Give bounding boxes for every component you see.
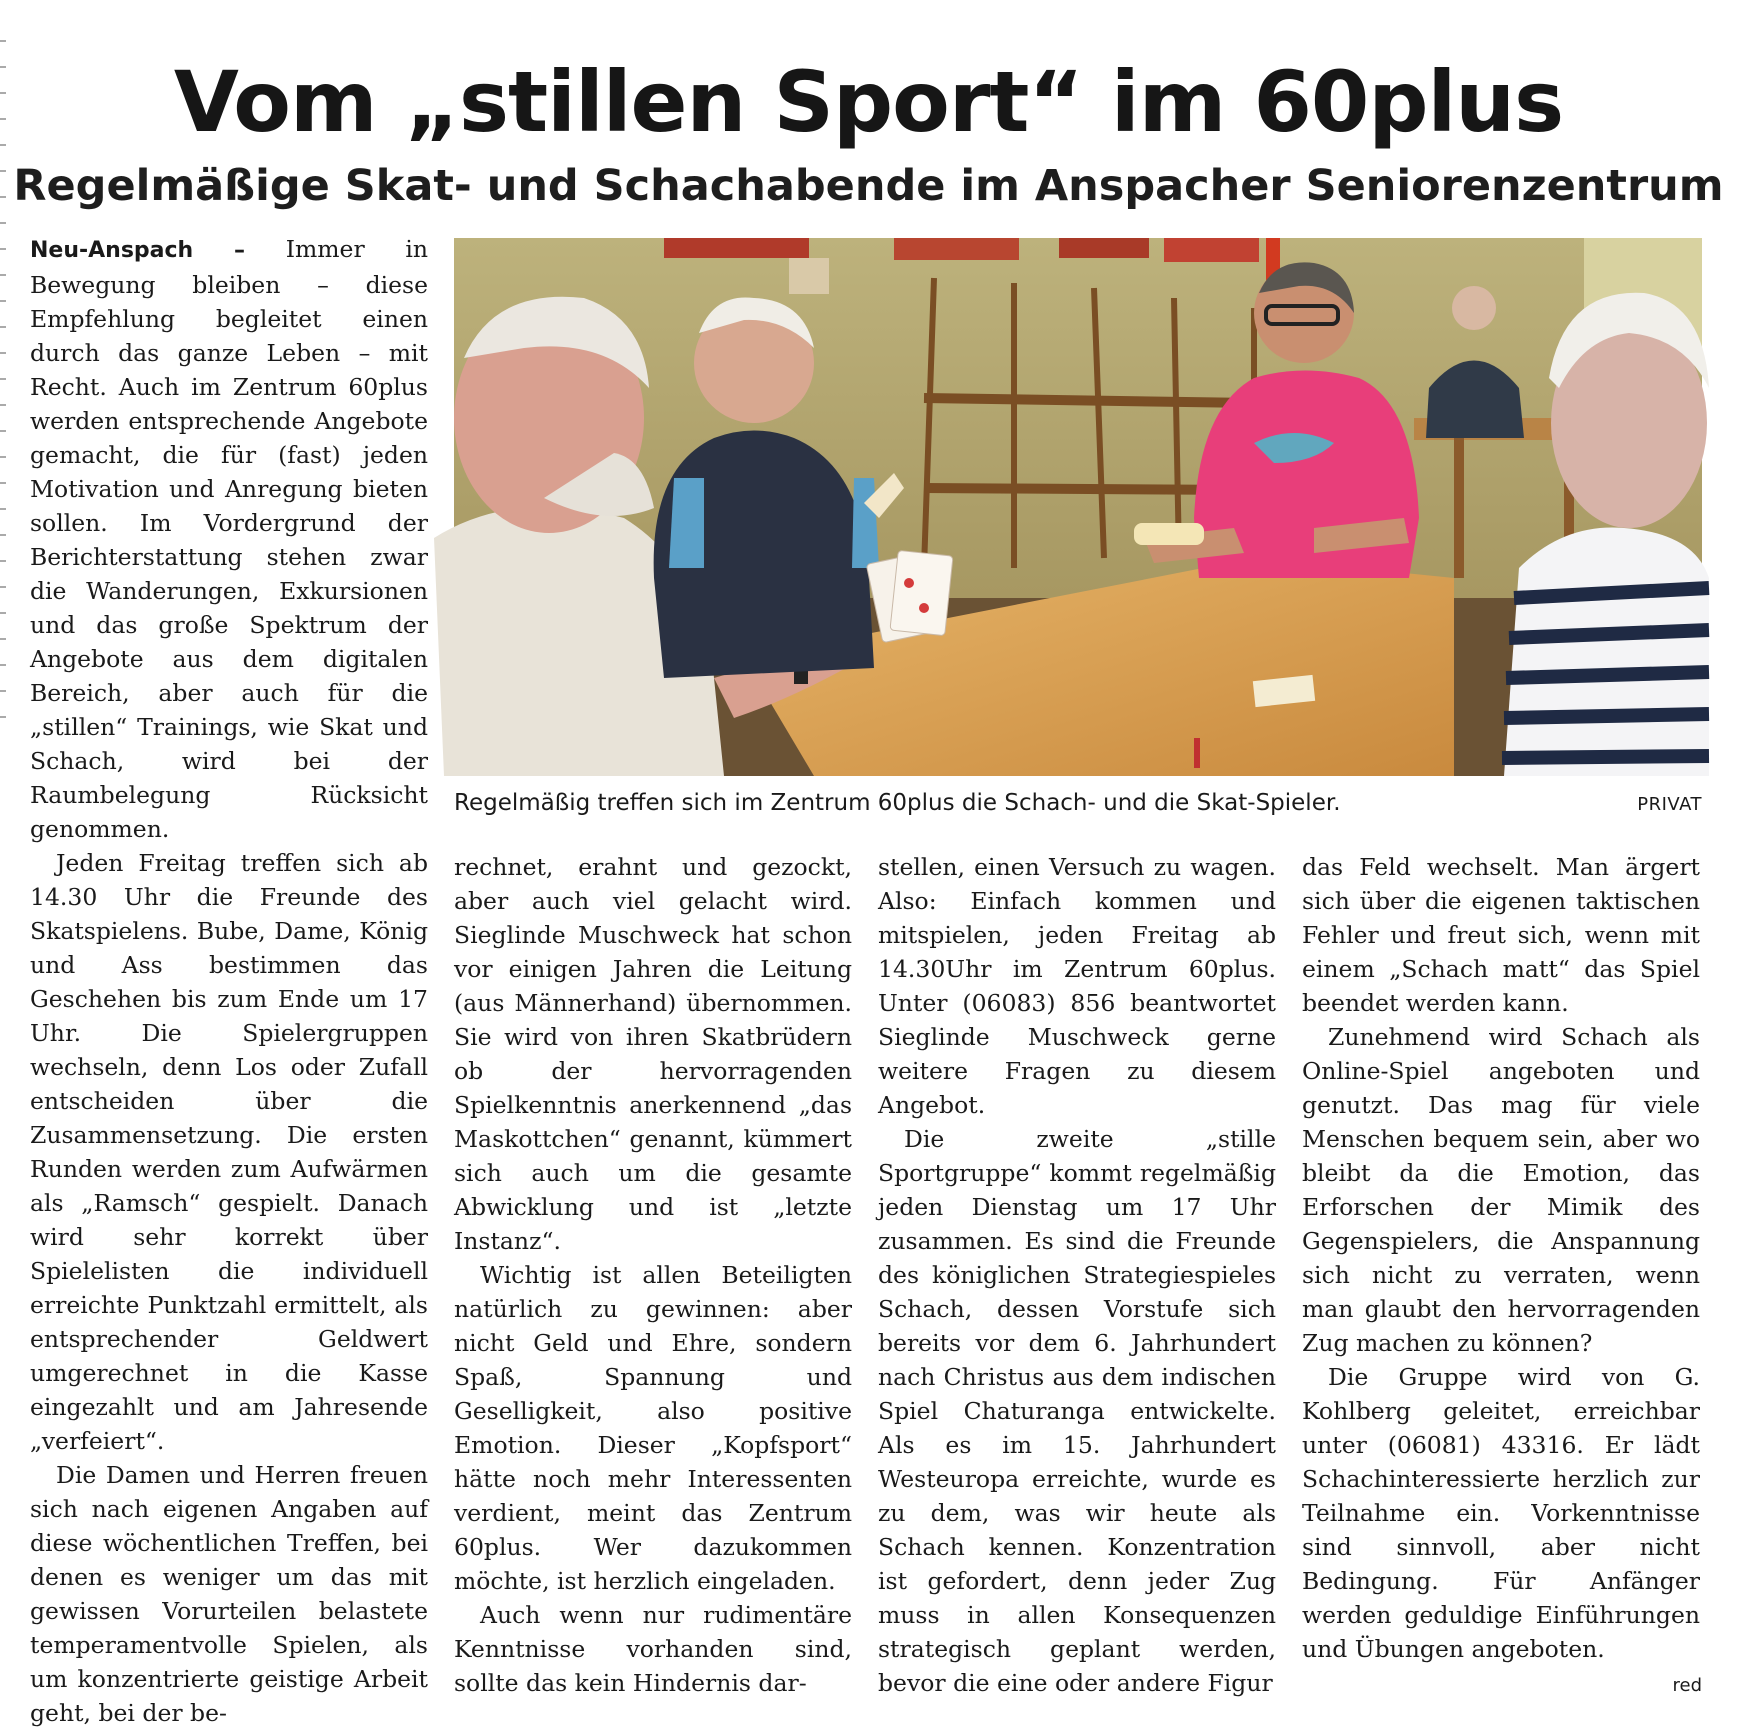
photo-caption: Regelmäßig treffen sich im Zentrum 60plus die Schach- und die Skat-Spieler. (454, 790, 1341, 816)
lead-paragraph (30, 232, 428, 846)
paragraph-chess-group: Die zweite „stille Sportgruppe“ kommt regelmäßig jeden Dienstag um 17 Uhr zusammen. Es sind die Freunde des königlichen Strategiespieles Schach, dessen Vorstufe sich bereits vor dem 6. Jahrhundert nach Christus aus dem indischen Spiel Chaturanga entwickelte. Als es im 15. Jahrhundert Westeuropa erreichte, wurde es zu dem, was wir heute als Schach kennen. Konzentration ist gefordert, denn jeder Zug muss in allen Konsequenzen strategisch geplant werden, bevor die eine oder andere Figur (878, 1125, 1276, 1697)
paragraph-contact-skat: stellen, einen Versuch zu wagen. Also: Einfach kommen und mitspielen, jeden Freitag ab 14.30Uhr im Zentrum 60plus. Unter (06083) 856 beantwortet Sieglinde Muschweck gerne weitere Fragen zu diesem Angebot. (878, 853, 1276, 1119)
wall-picture (1164, 238, 1259, 262)
author-tag: red (1672, 1675, 1702, 1696)
paragraph-continued: rechnet, erahnt und gezockt, aber auch viel gelacht wird. Sieglinde Muschweck hat schon vor einigen Jahren die Leitung (aus Männerhand) übernommen. Sie wird von ihren Skatbrüdern ob der hervorragenden Spielkenntnis anerkennend „das Maskottchen“ genannt, kümmert sich auch um die gesamte Abwicklung und ist „letzte Instanz“. (454, 853, 852, 1255)
paragraph-winning: Wichtig ist allen Beteiligten natürlich zu gewinnen: aber nicht Geld und Ehre, sondern Spaß, Spannung und Geselligkeit, also positive Emotion. Dieser „Kopfsport“ hätte noch mehr Interessenten verdient, meint das Zentrum 60plus. Wer dazukommen möchte, ist herzlich eingeladen. (454, 1261, 852, 1595)
wall-picture (894, 238, 1019, 260)
photo-credit: PRIVAT (1637, 794, 1702, 815)
paragraph-weekly-meetings: Die Damen und Herren freuen sich nach eigenen Angaben auf diese wöchentlichen Treffen, bei denen es weniger um das mit gewissen Vorurteilen belastete temperamentvolle Spielen, als um konzentrierte geistige Arbeit geht, bei der be- (30, 1461, 428, 1727)
subheadline: Regelmäßige Skat- und Schachabende im Anspacher Seniorenzentrum (13, 161, 1724, 211)
headline: Vom „stillen Sport“ im 60plus (173, 53, 1564, 151)
wall-picture (789, 258, 829, 294)
paragraph-beginners: Auch wenn nur rudimentäre Kenntnisse vorhanden sind, sollte das kein Hindernis dar- (454, 1601, 852, 1697)
pen (1194, 738, 1200, 768)
paragraph-chess-continued: das Feld wechselt. Man ärgert sich über die eigenen taktischen Fehler und freut sich, wenn mit einem „Schach matt“ das Spiel beendet werden kann. (1302, 853, 1700, 1017)
article-column-3 (878, 850, 1276, 1697)
back-table-leg (1454, 438, 1464, 578)
wall-picture (1059, 238, 1149, 258)
article-column-4 (1302, 850, 1700, 1682)
article-column-1 (30, 232, 428, 1727)
lead-text: Immer in Bewegung bleiben – diese Empfehlung begleitet einen durch das ganze Leben – mit Recht. Auch im Zentrum 60plus werden entsprechende Angebote gemacht, die für (fast) jeden Motivation und Anregung bieten sollen. Im Vordergrund der Berichterstattung stehen zwar die Wanderungen, Exkursionen und das große Spektrum der Angebote aus dem digitalen Bereich, aber auch für die „stillen“ Trainings, wie Skat und Schach, wird bei der Raumbelegung Rücksicht genommen. (30, 235, 428, 843)
article-photo (454, 238, 1702, 776)
article-column-2 (454, 850, 852, 1697)
paragraph-chess-contact: Die Gruppe wird von G. Kohlberg geleitet, erreichbar unter (06081) 43316. Er lädt Schachinteressierte herzlich zur Teilnahme ein. Vorkenntnisse sind sinnvoll, aber nicht Bedingung. Für Anfänger werden geduldige Einführungen und Übungen angeboten. (1302, 1363, 1700, 1663)
paragraph-skat-friday: Jeden Freitag treffen sich ab 14.30 Uhr die Freunde des Skatspielens. Bube, Dame, König und Ass bestimmen das Geschehen bis zum Ende um 17 Uhr. Die Spielergruppen wechseln, denn Los oder Zufall entscheiden über die Zusammensetzung. Die ersten Runden werden zum Aufwärmen als „Ramsch“ gespielt. Danach wird sehr korrekt über Spielelisten die individuell erreichte Punktzahl ermittelt, als entsprechender Geldwert umgerechnet in die Kasse eingezahlt und am Jahresende „verfeiert“. (30, 849, 428, 1455)
dateline: Neu-Anspach – (30, 238, 246, 263)
paragraph-online-chess: Zunehmend wird Schach als Online-Spiel angeboten und genutzt. Das mag für viele Menschen bequem sein, aber wo bleibt da die Emotion, das Erforschen der Mimik des Gegenspielers, die Anspannung sich nicht zu verraten, wenn man glaubt den hervorragenden Zug machen zu können? (1302, 1023, 1700, 1357)
wall-picture (664, 238, 809, 258)
